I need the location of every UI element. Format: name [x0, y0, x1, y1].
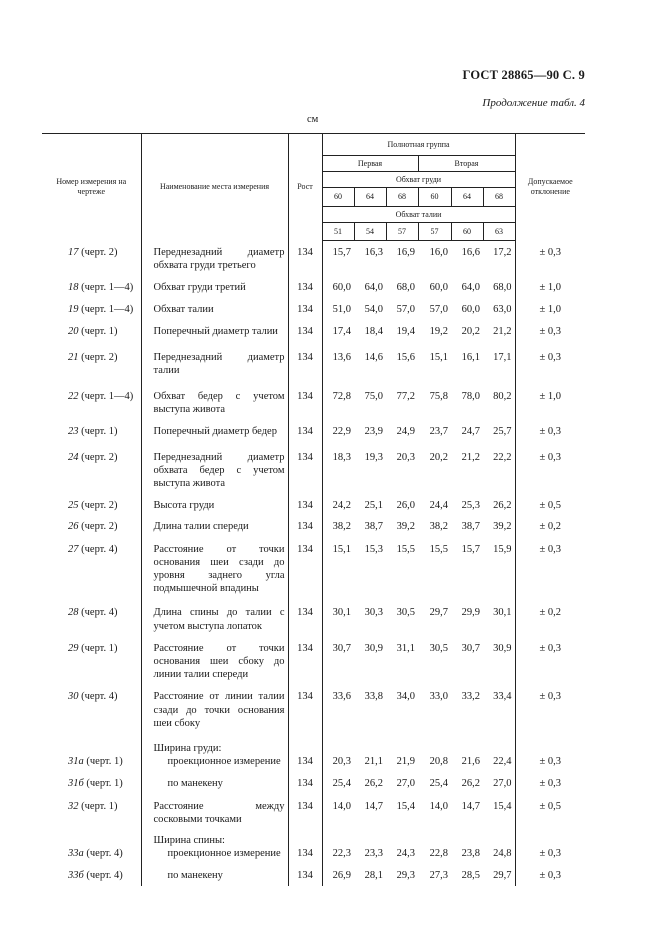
measure-number [42, 795, 141, 830]
measure-value: 26,2 [364, 778, 383, 790]
tolerance-value: ± 0,5 [515, 795, 585, 830]
measure-name-text: проекционное измерение [167, 756, 281, 768]
height-value: 134 [288, 346, 322, 385]
tolerance-value: ± 0,3 [515, 446, 585, 495]
height-value: 134 [288, 515, 322, 537]
chest-value: 64 [451, 188, 483, 207]
table-row [42, 494, 585, 515]
measure-value: 25,7 [493, 426, 512, 438]
measure-value: 27,0 [493, 778, 512, 790]
measure-name [141, 864, 288, 885]
drawing-reference: (черт. 4) [83, 848, 123, 860]
measure-name [141, 298, 288, 320]
measure-name-text: Длина спины до талии с учетом выступа лопаток [153, 607, 285, 632]
measure-value: 15,6 [396, 351, 415, 363]
waist-value: 60 [451, 223, 483, 241]
measure-name-text: Переднезадний диаметр обхвата бедер с учетом выступа живота [153, 451, 285, 489]
measure-value: 14,0 [322, 795, 354, 830]
tolerance-value: ± 0,3 [515, 864, 585, 885]
measure-value: 19,2 [429, 326, 448, 338]
measure-number-value: 18 [68, 281, 79, 293]
measure-value: 26,2 [493, 500, 512, 512]
tolerance-value: ± 0,3 [515, 830, 585, 864]
measure-value: 14,6 [364, 351, 383, 363]
tolerance-value: ± 0,3 [515, 772, 585, 794]
waist-value: 51 [322, 223, 354, 241]
measure-value: 16,6 [461, 247, 480, 258]
measure-value: 23,7 [429, 426, 448, 438]
measure-value: 15,1 [322, 538, 354, 602]
measure-name-text: Высота груди [153, 500, 215, 512]
measure-value: 17,4 [322, 320, 354, 345]
measure-value: 57,0 [396, 304, 415, 316]
measure-value: 75,0 [364, 390, 383, 402]
measure-name [141, 601, 288, 636]
chest-value: 60 [418, 188, 451, 207]
chest-value: 60 [322, 188, 354, 207]
measure-value: 13,6 [322, 346, 354, 385]
measure-value: 23,9 [364, 426, 383, 438]
waist-value: 54 [354, 223, 386, 241]
measure-value: 31,1 [396, 642, 415, 654]
measure-value: 34,0 [396, 691, 415, 703]
measure-number-value: 26 [68, 521, 79, 533]
chest-value: 64 [354, 188, 386, 207]
measure-value: 29,3 [396, 870, 415, 882]
tolerance-value: ± 0,3 [515, 420, 585, 445]
measure-name [141, 738, 288, 772]
measure-value: 15,3 [364, 543, 383, 555]
measure-name [141, 772, 288, 794]
table-row [42, 515, 585, 537]
tolerance-value: ± 1,0 [515, 385, 585, 420]
measure-value: 15,5 [429, 543, 448, 555]
measure-value: 24,7 [461, 426, 480, 438]
height-value: 134 [288, 637, 322, 686]
drawing-reference: (черт. 2) [78, 521, 118, 533]
measure-name [141, 385, 288, 420]
tolerance-value: ± 0,3 [515, 538, 585, 602]
measure-name [141, 320, 288, 345]
col-header-group: Полнотная группа [322, 134, 515, 156]
measure-value: 24,4 [429, 500, 448, 512]
measure-value: 30,1 [322, 601, 354, 636]
measure-value: 29,9 [461, 607, 480, 619]
measure-value: 14,7 [461, 800, 480, 812]
table-row [42, 685, 585, 738]
tolerance-value: ± 0,3 [515, 637, 585, 686]
measure-value: 16,0 [429, 247, 448, 258]
waist-value: 57 [386, 223, 418, 241]
measurements-table [42, 133, 585, 886]
measure-name [141, 795, 288, 830]
drawing-reference: (черт. 1) [83, 778, 123, 790]
height-value: 134 [288, 420, 322, 445]
tolerance-value: ± 0,3 [515, 685, 585, 738]
drawing-reference: (черт. 1) [83, 756, 123, 768]
measure-number-value: 22 [68, 390, 79, 402]
measure-value: 78,0 [461, 390, 480, 402]
table-row [42, 795, 585, 830]
measure-name [141, 685, 288, 738]
measure-value: 22,9 [322, 420, 354, 445]
measure-value: 21,1 [364, 756, 383, 768]
measure-value: 21,2 [493, 326, 512, 338]
measure-value: 24,2 [322, 494, 354, 515]
height-value: 134 [288, 864, 322, 885]
drawing-reference: (черт. 1) [78, 326, 118, 338]
table-row [42, 420, 585, 445]
measure-value: 33,8 [364, 691, 383, 703]
measure-value: 51,0 [322, 298, 354, 320]
measure-value: 39,2 [396, 521, 415, 533]
measure-value: 38,7 [364, 521, 383, 533]
measure-value: 25,3 [461, 500, 480, 512]
drawing-reference: (черт. 1) [78, 642, 118, 654]
table-row [42, 738, 585, 772]
measure-name [141, 494, 288, 515]
height-value: 134 [288, 685, 322, 738]
measure-value: 15,4 [493, 800, 512, 812]
measure-value: 29,7 [429, 607, 448, 619]
drawing-reference: (черт. 2) [78, 246, 118, 258]
measure-value: 15,5 [396, 543, 415, 555]
measure-value: 30,5 [429, 642, 448, 654]
measure-value: 33,4 [493, 691, 512, 703]
height-value: 134 [288, 772, 322, 794]
measure-value: 14,7 [364, 800, 383, 812]
measure-name-text: по манекену [167, 778, 223, 790]
measure-number-value: 33а [68, 848, 84, 860]
table-row [42, 538, 585, 602]
measure-number-value: 21 [68, 351, 79, 363]
measure-number [42, 830, 141, 864]
measure-number [42, 320, 141, 345]
col-header-tolerance: Допускаемое отклонение [515, 134, 585, 241]
measure-value: 15,7 [322, 241, 354, 276]
measure-value: 26,9 [322, 864, 354, 885]
measure-value: 15,4 [396, 800, 415, 812]
drawing-reference: (черт. 1) [78, 426, 118, 438]
measure-number [42, 298, 141, 320]
drawing-reference: (черт. 4) [78, 607, 118, 619]
drawing-reference: (черт. 1—4) [78, 390, 134, 402]
measure-number [42, 420, 141, 445]
measure-value: 30,9 [493, 642, 512, 654]
measure-number [42, 515, 141, 537]
tolerance-value: ± 1,0 [515, 276, 585, 298]
measure-value: 21,6 [461, 756, 480, 768]
col-header-first: Первая [322, 156, 418, 172]
measure-value: 25,4 [322, 772, 354, 794]
measure-value: 20,8 [429, 756, 448, 768]
measure-value: 30,7 [322, 637, 354, 686]
measure-value: 18,3 [322, 446, 354, 495]
measure-value: 68,0 [396, 281, 415, 293]
measure-value: 23,8 [461, 848, 480, 860]
measure-number [42, 385, 141, 420]
tolerance-value: ± 0,3 [515, 738, 585, 772]
measure-name [141, 515, 288, 537]
measure-value: 20,3 [322, 738, 354, 772]
measure-name-text: Обхват талии [153, 304, 214, 316]
measure-value: 72,8 [322, 385, 354, 420]
measure-name [141, 420, 288, 445]
table-row [42, 276, 585, 298]
tolerance-value: ± 1,0 [515, 298, 585, 320]
measure-group-title: Ширина груди: [153, 742, 222, 754]
height-value: 134 [288, 276, 322, 298]
measure-number [42, 241, 141, 276]
measure-name-text: Расстояние между сосковыми точками [153, 800, 285, 825]
measure-number [42, 601, 141, 636]
measure-value: 20,2 [461, 326, 480, 338]
measure-name-text: Расстояние от точки основания шеи сзади до уровня заднего угла подмышечной впадины [153, 543, 285, 595]
measure-name-text: Обхват бедер с учетом выступа живота [153, 390, 285, 416]
tolerance-value: ± 0,2 [515, 601, 585, 636]
page-header-standard: ГОСТ 28865—90 С. 9 [462, 68, 585, 82]
measure-value: 22,3 [322, 830, 354, 864]
height-value: 134 [288, 494, 322, 515]
height-value: 134 [288, 385, 322, 420]
measure-value: 20,2 [429, 451, 448, 463]
tolerance-value: ± 0,3 [515, 241, 585, 276]
measure-name-text: Переднезадний диаметр талии [153, 351, 285, 376]
table-row [42, 385, 585, 420]
waist-value: 57 [418, 223, 451, 241]
measure-value: 16,3 [364, 247, 383, 258]
measure-value: 38,7 [461, 521, 480, 533]
measure-name-text: по манекену [167, 870, 223, 882]
drawing-reference: (черт. 2) [78, 451, 118, 463]
measure-value: 25,1 [364, 500, 383, 512]
measure-number [42, 494, 141, 515]
measure-value: 21,9 [396, 756, 415, 768]
drawing-reference: (черт. 1—4) [78, 304, 134, 316]
col-header-number: Номер измерения на чертеже [42, 134, 141, 241]
measure-value: 17,1 [493, 351, 512, 363]
measure-value: 39,2 [493, 521, 512, 533]
measure-value: 30,9 [364, 642, 383, 654]
measure-number [42, 738, 141, 772]
measure-value: 60,0 [461, 304, 480, 316]
measure-number-value: 31б [68, 778, 84, 790]
measure-name [141, 346, 288, 385]
measure-value: 20,3 [396, 451, 415, 463]
measure-number [42, 276, 141, 298]
measure-value: 30,1 [493, 607, 512, 619]
measure-value: 30,7 [461, 642, 480, 654]
measure-number-value: 20 [68, 326, 79, 338]
measure-number-value: 33б [68, 870, 84, 882]
measure-value: 22,8 [429, 848, 448, 860]
height-value: 134 [288, 795, 322, 830]
height-value: 134 [288, 738, 322, 772]
measure-name-text: проекционное измерение [167, 848, 281, 860]
measure-value: 21,2 [461, 451, 480, 463]
drawing-reference: (черт. 4) [78, 691, 118, 703]
table-row [42, 298, 585, 320]
measure-value: 24,8 [493, 848, 512, 860]
measure-number [42, 538, 141, 602]
table-row [42, 637, 585, 686]
measure-number [42, 637, 141, 686]
tolerance-value: ± 0,3 [515, 346, 585, 385]
measure-name-text: Расстояние от точки основания шеи сбоку до линии талии спереди [153, 642, 285, 681]
measure-value: 18,4 [364, 326, 383, 338]
measure-value: 23,3 [364, 848, 383, 860]
measure-value: 27,3 [429, 870, 448, 882]
measure-value: 75,8 [429, 390, 448, 402]
height-value: 134 [288, 241, 322, 276]
measure-value: 80,2 [493, 390, 512, 402]
col-header-chest: Обхват груди [322, 172, 515, 188]
measure-value: 28,1 [364, 870, 383, 882]
table-row [42, 772, 585, 794]
measure-name-text: Переднезадний диаметр обхвата груди третьего [153, 246, 285, 271]
measure-value: 60,0 [322, 276, 354, 298]
measure-value: 14,0 [429, 800, 448, 812]
tolerance-value: ± 0,3 [515, 320, 585, 345]
table-row [42, 864, 585, 885]
measure-number-value: 25 [68, 500, 79, 512]
measure-value: 25,4 [429, 778, 448, 790]
drawing-reference: (черт. 2) [78, 351, 118, 363]
measure-name [141, 538, 288, 602]
measure-name-text: Поперечный диаметр талии [153, 326, 278, 338]
measure-number-value: 23 [68, 426, 79, 438]
unit-label: см [307, 114, 319, 125]
measure-value: 33,6 [322, 685, 354, 738]
measure-value: 60,0 [429, 281, 448, 293]
measure-name [141, 830, 288, 864]
drawing-reference: (черт. 2) [78, 500, 118, 512]
tolerance-value: ± 0,5 [515, 494, 585, 515]
measure-value: 24,3 [396, 848, 415, 860]
measure-value: 30,5 [396, 607, 415, 619]
measure-number [42, 772, 141, 794]
height-value: 134 [288, 298, 322, 320]
measure-number-value: 17 [68, 246, 79, 258]
measure-value: 26,2 [461, 778, 480, 790]
height-value: 134 [288, 538, 322, 602]
measure-value: 24,9 [396, 426, 415, 438]
col-header-waist: Обхват талии [322, 207, 515, 223]
measure-value: 33,2 [461, 691, 480, 703]
measure-value: 64,0 [461, 281, 480, 293]
table-continuation-label: Продолжение табл. 4 [482, 97, 585, 109]
table-body [42, 241, 585, 886]
height-value: 134 [288, 446, 322, 495]
drawing-reference: (черт. 1) [78, 800, 118, 812]
col-header-height: Рост [288, 134, 322, 241]
measure-value: 22,4 [493, 756, 512, 768]
measure-value: 27,0 [396, 778, 415, 790]
measure-number [42, 346, 141, 385]
measure-number-value: 29 [68, 642, 79, 654]
measure-number-value: 30 [68, 691, 79, 703]
drawing-reference: (черт. 4) [78, 543, 118, 555]
height-value: 134 [288, 320, 322, 345]
measure-value: 26,0 [396, 500, 415, 512]
measure-value: 33,0 [429, 691, 448, 703]
measure-value: 30,3 [364, 607, 383, 619]
measure-name-text: Длина талии спереди [153, 521, 249, 533]
col-header-name: Наименование места измерения [141, 134, 288, 241]
measure-name-text: Поперечный диаметр бедер [153, 426, 277, 438]
tolerance-value: ± 0,2 [515, 515, 585, 537]
height-value: 134 [288, 830, 322, 864]
measure-value: 15,7 [461, 543, 480, 555]
measure-group-title: Ширина спины: [153, 835, 225, 846]
measure-name-text: Расстояние от линии талии сзади до точки основания шеи сбоку [153, 691, 285, 729]
chest-value: 68 [483, 188, 515, 207]
measure-value: 38,2 [429, 521, 448, 533]
measure-number [42, 446, 141, 495]
table-row [42, 830, 585, 864]
measure-value: 19,4 [396, 326, 415, 338]
height-value: 134 [288, 601, 322, 636]
col-header-second: Вторая [418, 156, 515, 172]
table-row [42, 320, 585, 345]
table-row [42, 346, 585, 385]
drawing-reference: (черт. 1—4) [78, 281, 134, 293]
measure-value: 54,0 [364, 304, 383, 316]
measure-number-value: 31а [68, 756, 84, 768]
measure-number-value: 28 [68, 607, 79, 619]
measure-number [42, 685, 141, 738]
measure-name [141, 637, 288, 686]
table-row [42, 241, 585, 276]
table-row [42, 601, 585, 636]
measure-number [42, 864, 141, 885]
measure-value: 77,2 [396, 390, 415, 402]
measure-name [141, 241, 288, 276]
table-row [42, 446, 585, 495]
measure-value: 22,2 [493, 451, 512, 463]
chest-value: 68 [386, 188, 418, 207]
measure-value: 16,9 [396, 247, 415, 258]
measure-value: 16,1 [461, 351, 480, 363]
measure-number-value: 24 [68, 451, 79, 463]
measure-value: 57,0 [429, 304, 448, 316]
measure-number-value: 32 [68, 800, 79, 812]
measure-value: 28,5 [461, 870, 480, 882]
measure-value: 63,0 [493, 304, 512, 316]
measure-value: 64,0 [364, 281, 383, 293]
waist-value: 63 [483, 223, 515, 241]
measure-name [141, 276, 288, 298]
measure-value: 29,7 [493, 870, 512, 882]
measure-value: 68,0 [493, 281, 512, 293]
measure-value: 19,3 [364, 451, 383, 463]
measure-number-value: 19 [68, 304, 79, 316]
measure-name-text: Обхват груди третий [153, 281, 246, 293]
measure-number-value: 27 [68, 543, 79, 555]
measure-value: 15,9 [493, 543, 512, 555]
drawing-reference: (черт. 4) [83, 870, 123, 882]
measure-value: 38,2 [322, 515, 354, 537]
measure-value: 15,1 [429, 351, 448, 363]
measure-value: 17,2 [493, 247, 512, 258]
measure-name [141, 446, 288, 495]
